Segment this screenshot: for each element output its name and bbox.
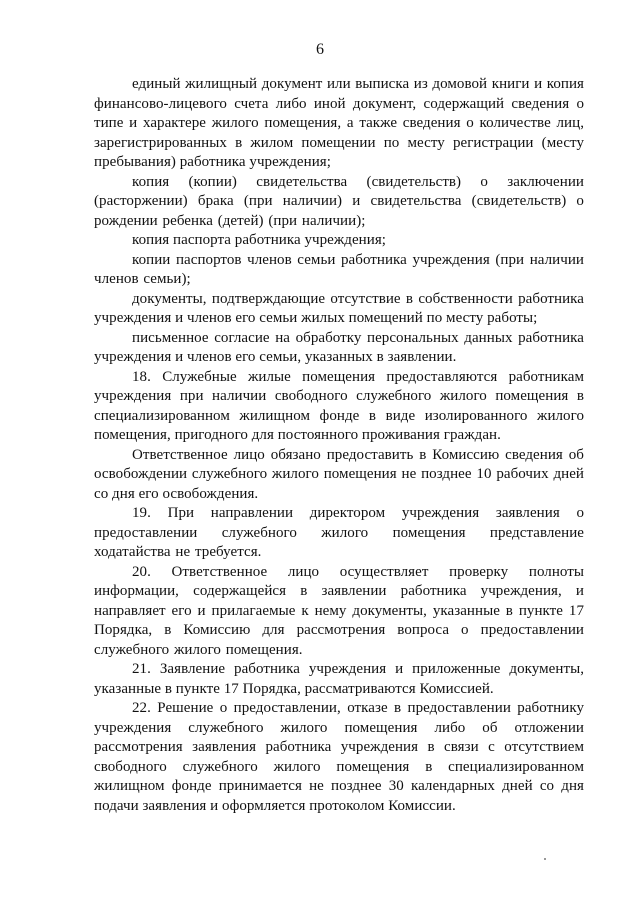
scan-artifact-dot bbox=[544, 858, 546, 860]
paragraph-item-21: 21. Заявление работника учреждения и приложенные документы, указанные в пункте 17 Порядка, рассматриваются Комиссией. bbox=[94, 661, 584, 697]
paragraph-housing-document: единый жилищный документ или выписка из домовой книги и копия финансово-лицевого счета либо иной документ, содержащий сведения о типе и характере жилого помещения, а также сведения о количестве лиц, зарегистрированных в жилом помещении по месту регистрации (месту пребывания) работника учреждения; bbox=[94, 76, 584, 170]
paragraph-item-19: 19. При направлении директором учреждения заявления о предоставлении служебного жилого помещения представление ходатайства не требуется. bbox=[94, 505, 584, 560]
paragraph-personal-data-consent: письменное согласие на обработку персональных данных работника учреждения и членов его семьи, указанных в заявлении. bbox=[94, 329, 584, 365]
paragraph-item-18: 18. Служебные жилые помещения предоставляются работникам учреждения при наличии свободного служебного жилого помещения в специализированном жилищном фонде в виде изолированного жилого помещения, пригодного для постоянного проживания граждан. bbox=[94, 368, 584, 443]
document-body bbox=[94, 75, 584, 816]
paragraph-no-property-documents: документы, подтверждающие отсутствие в собственности работника учреждения и членов его семьи жилых помещений по месту работы; bbox=[94, 290, 584, 326]
paragraph-item-20: 20. Ответственное лицо осуществляет проверку полноты информации, содержащейся в заявлении работника учреждения, и направляет его и прилагаемые к нему документы, указанные в пункте 17 Порядка, в Комиссию для рассмотрения вопроса о предоставлении служебного жилого помещения. bbox=[94, 563, 584, 658]
paragraph-marriage-certificates: копия (копии) свидетельства (свидетельств) о заключении (расторжении) брака (при наличии) и свидетельства (свидетельств) о рождении ребенка (детей) (при наличии); bbox=[94, 173, 584, 229]
paragraph-passport-copy: копия паспорта работника учреждения; bbox=[132, 232, 386, 248]
page-number: 6 bbox=[316, 41, 324, 58]
paragraph-responsible-person: Ответственное лицо обязано предоставить в Комиссию сведения об освобождении служебного жилого помещения не позднее 10 рабочих дней со дня его освобождения. bbox=[94, 446, 584, 502]
paragraph-item-22: 22. Решение о предоставлении, отказе в предоставлении работнику учреждения служебного жилого помещения либо об отложении рассмотрения заявления работника учреждения в связи с отсутствием свободного служебного жилого помещения в специализированном жилищном фонде принимается не позднее 30 календарных дней со дня подачи заявления и оформляется протоколом Комиссии. bbox=[94, 700, 584, 814]
paragraph-family-passports: копии паспортов членов семьи работника учреждения (при наличии членов семьи); bbox=[94, 251, 584, 287]
